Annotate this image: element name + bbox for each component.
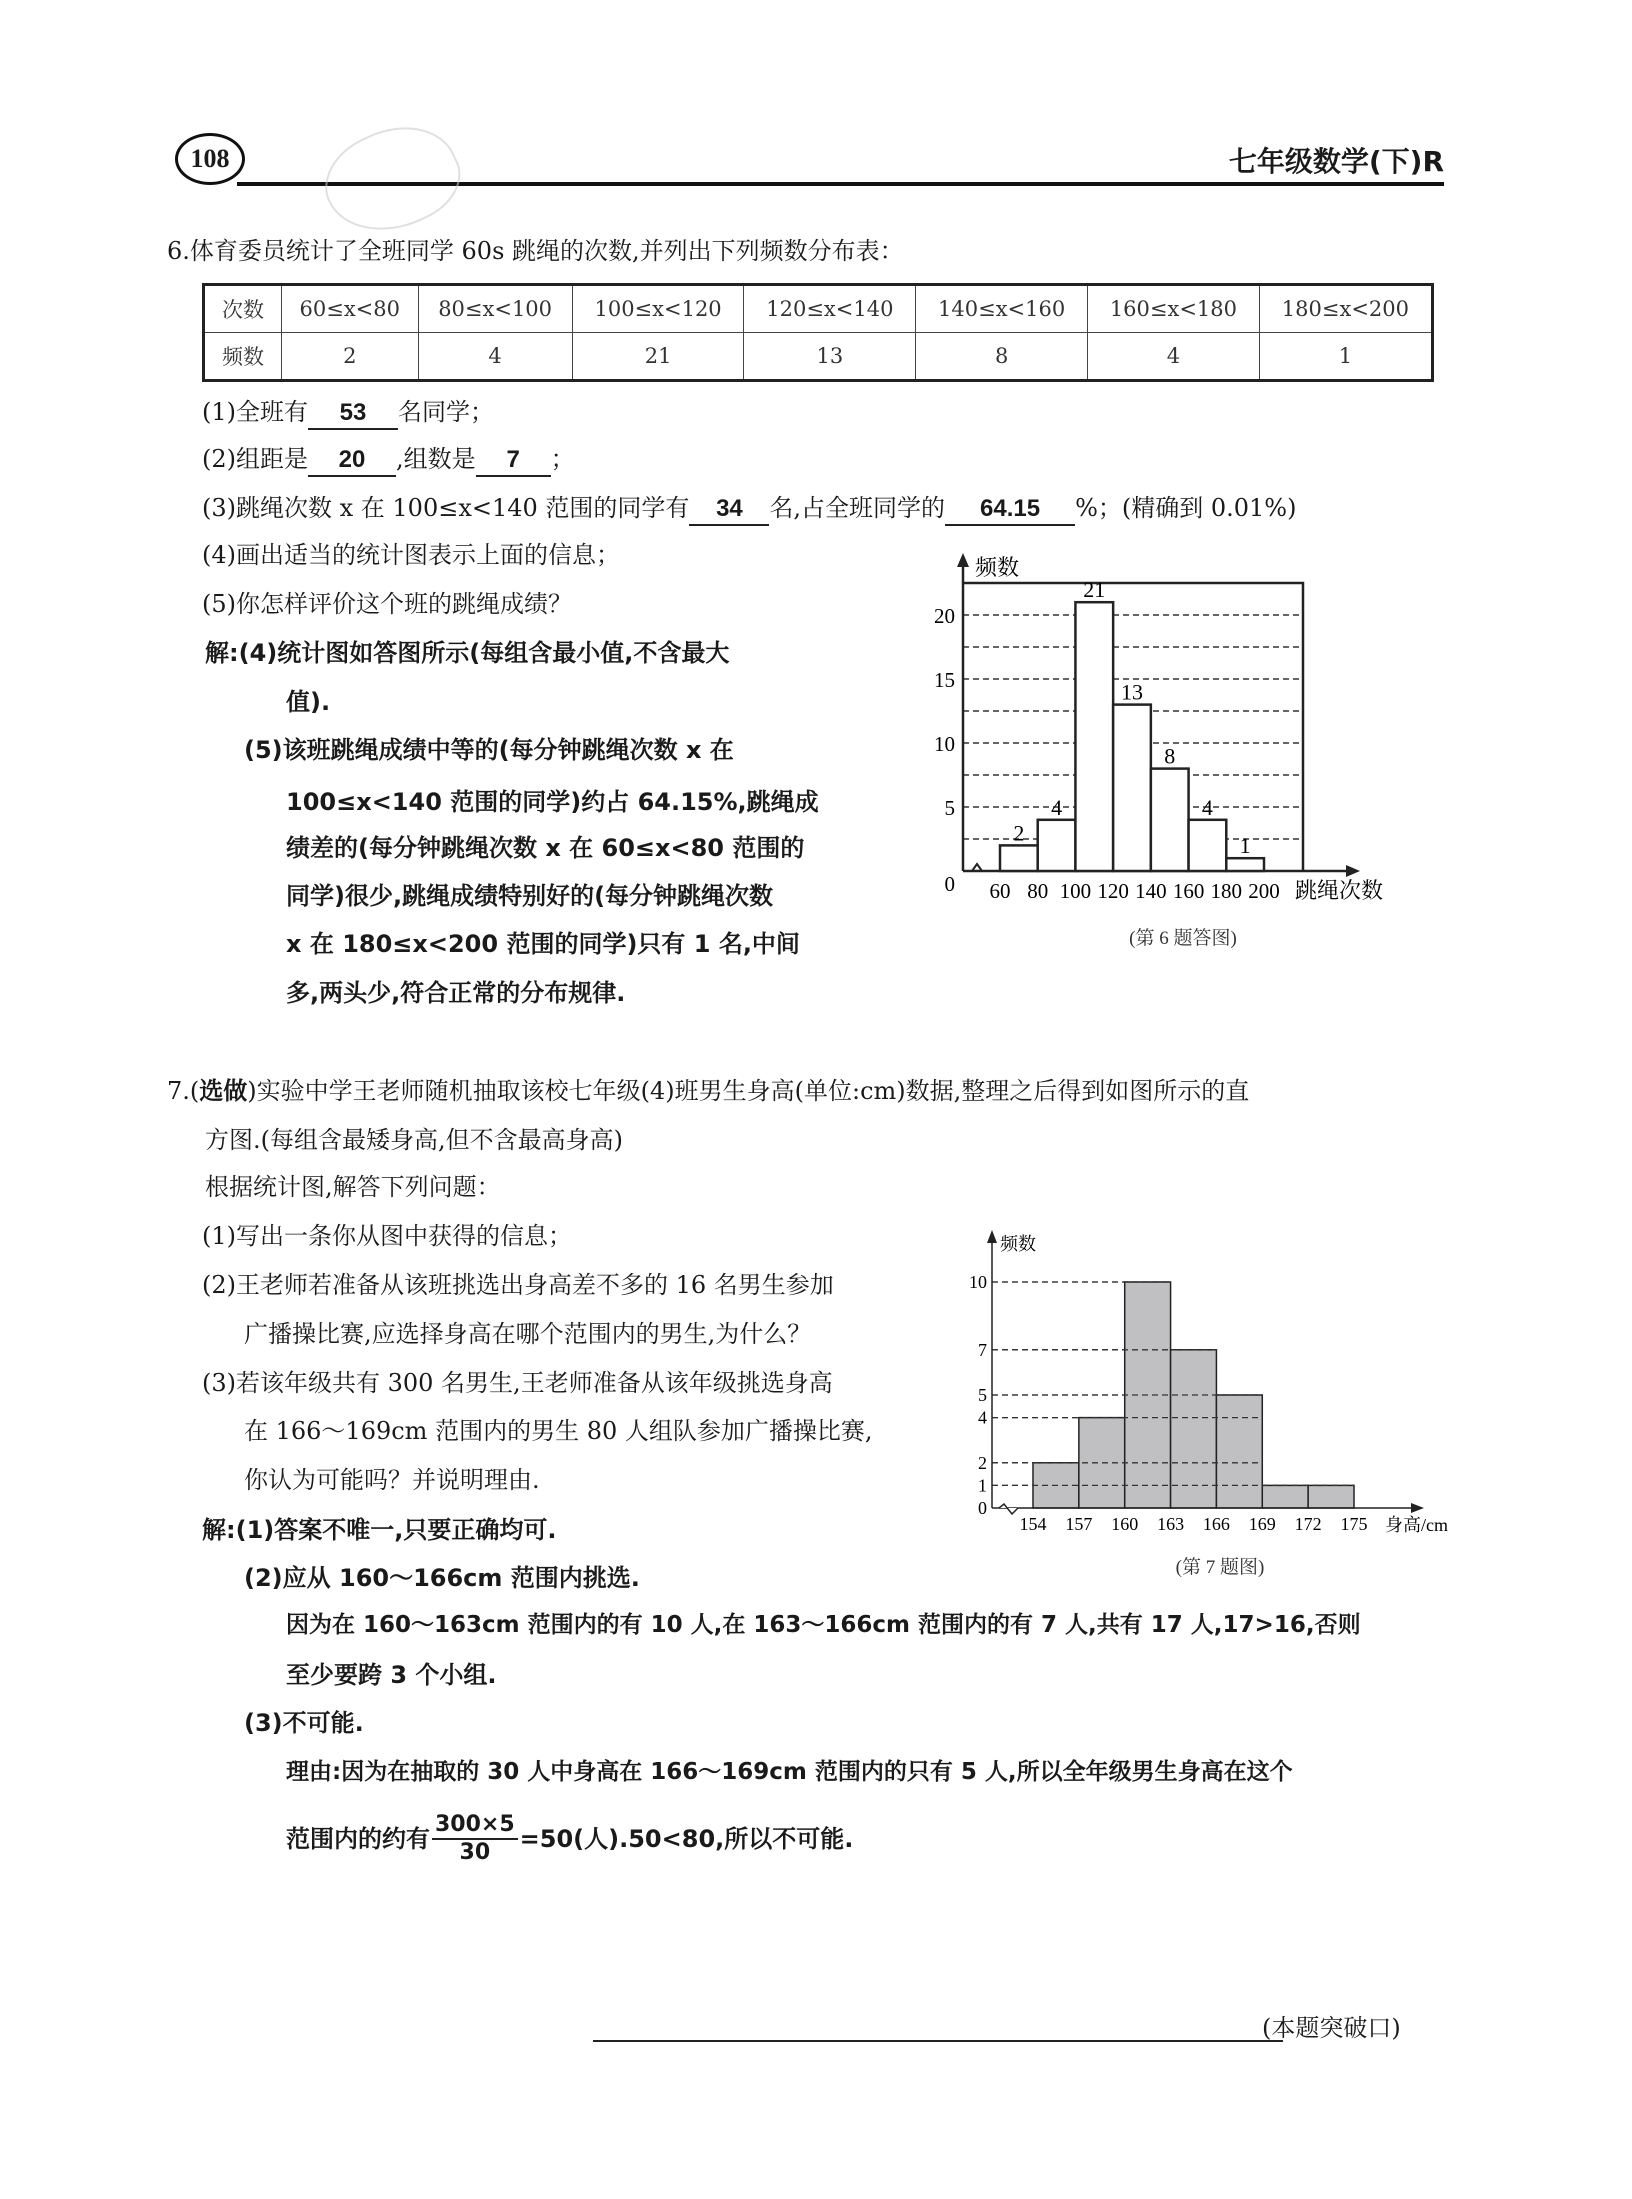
x-tick-label: 172 [1294, 1514, 1322, 1534]
x-tick-label: 169 [1248, 1514, 1276, 1534]
x-tick-label: 160 [1111, 1514, 1139, 1534]
x-tick-label: 120 [1097, 879, 1129, 903]
q6-solution-line: (5)该班跳绳成绩中等的(每分钟跳绳次数 x 在 [244, 736, 734, 764]
x-axis-label: 身高/cm [1385, 1515, 1448, 1535]
q7-stem-line3: 根据统计图,解答下列问题： [205, 1173, 501, 1201]
text: (1)全班有 [202, 398, 308, 426]
table-cell: 180≤x<200 [1259, 285, 1432, 333]
table-cell: 140≤x<160 [916, 285, 1088, 333]
q7-solution-2: (2)应从 160～166cm 范围内挑选. [244, 1564, 640, 1592]
row-header: 次数 [204, 285, 282, 333]
x-axis-arrow-icon [1411, 1503, 1424, 1513]
data-label: 4 [1051, 794, 1063, 820]
y-axis-label: 频数 [1000, 1234, 1036, 1254]
q7-question: (1)写出一条你从图中获得的信息； [202, 1222, 572, 1250]
bar [1038, 820, 1076, 871]
fraction-denominator: 30 [459, 1840, 491, 1865]
table-cell: 80≤x<100 [418, 285, 572, 333]
y-axis-arrow-icon [957, 553, 969, 567]
answer-blank: 20 [308, 445, 396, 477]
bar [1189, 820, 1227, 871]
x-axis-label: 跳绳次数 [1295, 878, 1384, 903]
y-tick-label: 10 [969, 1272, 987, 1292]
q6-solution-line: 解:(4)统计图如答图所示(每组含最小值,不含最大 [205, 639, 730, 667]
table-cell: 2 [282, 333, 419, 381]
text: =50(人).50<80,所以不可能. [519, 1825, 854, 1853]
data-label: 2 [1013, 820, 1025, 846]
bar [1216, 1395, 1262, 1508]
q6-solution-line: 多,两头少,符合正常的分布规律. [286, 979, 626, 1007]
q7-question: 广播操比赛,应选择身高在哪个范围内的男生,为什么？ [244, 1320, 812, 1348]
text: 范围内的约有 [286, 1825, 430, 1853]
table-cell: 120≤x<140 [744, 285, 916, 333]
text: )实验中学王老师随机抽取该校七年级(4)班男生身高(单位:cm)数据,整理之后得到如图所示的直 [247, 1077, 1250, 1105]
table-cell: 160≤x<180 [1088, 285, 1260, 333]
x-axis-arrow-icon [1346, 865, 1360, 877]
fraction [432, 1812, 518, 1866]
q7-stem-line2: 方图.(每组含最矮身高,但不含最高身高) [205, 1126, 623, 1154]
x-tick-label: 166 [1202, 1514, 1230, 1534]
y-tick-label: 15 [934, 668, 955, 692]
text: (3)跳绳次数 x 在 100≤x<140 范围的同学有 [202, 494, 690, 522]
row-header: 频数 [204, 333, 282, 381]
x-tick-label: 100 [1059, 879, 1092, 903]
text: ； [550, 445, 575, 473]
text: (2)组距是 [202, 445, 308, 473]
bar [1151, 769, 1189, 871]
q7-question: 在 166～169cm 范围内的男生 80 人组队参加广播操比赛, [244, 1417, 873, 1445]
q7-solution-1: 解:(1)答案不唯一,只要正确均可. [202, 1516, 557, 1544]
y-tick-label: 0 [978, 1498, 987, 1518]
q6-solution-line: 同学)很少,跳绳成绩特别好的(每分钟跳绳次数 [286, 882, 774, 910]
answer-blank: 64.15 [945, 494, 1075, 526]
bar [1000, 845, 1038, 871]
text: ,组数是 [396, 445, 476, 473]
y-tick-label: 4 [978, 1407, 987, 1428]
footer-rule [593, 2040, 1283, 2042]
bar [1226, 858, 1264, 871]
bar [1171, 1350, 1217, 1508]
table-cell: 21 [572, 333, 744, 381]
footer-label: (本题突破口) [1262, 2014, 1401, 2042]
chart-q7-histogram [0, 1150, 1632, 1600]
bar [1262, 1485, 1308, 1508]
text: 名,占全班同学的 [769, 494, 946, 522]
x-tick-label: 180 [1210, 879, 1243, 903]
x-tick-label: 200 [1248, 879, 1280, 903]
y-tick-label: 5 [944, 796, 955, 820]
y-tick-label: 20 [934, 604, 955, 628]
optional-tag: 选做 [199, 1076, 248, 1105]
data-label: 8 [1164, 743, 1176, 769]
table-cell: 1 [1259, 333, 1432, 381]
text: 名同学； [398, 398, 494, 426]
answer-blank: 34 [689, 494, 769, 526]
answer-blank: 7 [476, 445, 551, 477]
y-tick-label: 1 [978, 1475, 987, 1496]
axis-break-icon [999, 1504, 1018, 1514]
y-tick-label: 7 [978, 1339, 987, 1360]
y-tick-label: 5 [978, 1385, 987, 1405]
x-tick-label: 60 [989, 879, 1011, 903]
table-cell: 4 [418, 333, 572, 381]
q6-solution-line: x 在 180≤x<200 范围的同学)只有 1 名,中间 [286, 930, 800, 958]
y-tick-label: 2 [978, 1452, 987, 1473]
bar [1113, 705, 1151, 871]
book-title: 七年级数学(下)R [1228, 145, 1444, 178]
q7-question: (2)王老师若准备从该班挑选出身高差不多的 16 名男生参加 [202, 1271, 834, 1299]
q7-solution-3: (3)不可能. [244, 1709, 364, 1737]
q6-part4: (4)画出适当的统计图表示上面的信息； [202, 541, 620, 569]
q6-part5: (5)你怎样评价这个班的跳绳成绩？ [202, 590, 572, 618]
q7-solution-2-reason: 因为在 160～163cm 范围内的有 10 人,在 163～166cm 范围内的有 7 人,共有 17 人,17>16,否则 [286, 1612, 1361, 1638]
y-axis-label: 频数 [975, 555, 1020, 580]
y-tick-label: 0 [944, 872, 955, 896]
q7-question: 你认为可能吗？并说明理由. [244, 1466, 540, 1494]
bar [1308, 1485, 1354, 1508]
q6-solution-line: 绩差的(每分钟跳绳次数 x 在 60≤x<80 范围的 [286, 834, 805, 862]
x-tick-label: 80 [1027, 879, 1049, 903]
page-number: 108 [175, 133, 245, 185]
q7-solution-3-reason: 理由:因为在抽取的 30 人中身高在 166～169cm 范围内的只有 5 人,所以全年级男生身高在这个 [286, 1759, 1293, 1785]
fraction-numerator: 300×5 [432, 1812, 518, 1840]
data-label: 1 [1239, 833, 1251, 859]
data-label: 13 [1121, 679, 1143, 705]
q6-stem: 6.体育委员统计了全班同学 60s 跳绳的次数,并列出下列频数分布表： [167, 237, 904, 265]
q7-question: (3)若该年级共有 300 名男生,王老师准备从该年级挑选身高 [202, 1369, 833, 1397]
x-tick-label: 140 [1135, 879, 1167, 903]
x-tick-label: 160 [1172, 879, 1205, 903]
table-cell: 100≤x<120 [572, 285, 744, 333]
y-tick-label: 10 [934, 732, 955, 756]
q7-solution-2-reason: 至少要跨 3 个小组. [286, 1661, 497, 1689]
x-tick-label: 157 [1065, 1514, 1093, 1534]
bar [1075, 602, 1113, 871]
text: 7.( [167, 1077, 200, 1105]
y-axis-arrow-icon [987, 1230, 997, 1243]
q6-solution-line: 值). [286, 688, 331, 716]
chart-q6-histogram [0, 0, 1632, 1000]
q7-stem [167, 1076, 1249, 1106]
table-cell: 8 [916, 333, 1088, 381]
x-tick-label: 154 [1019, 1514, 1047, 1534]
data-label: 4 [1201, 794, 1213, 820]
q7-solution-3-calc [286, 1812, 853, 1866]
chart-caption: (第 7 题图) [1175, 1557, 1265, 1578]
data-label: 21 [1083, 577, 1106, 603]
table-cell: 13 [744, 333, 916, 381]
x-tick-label: 163 [1157, 1514, 1185, 1534]
chart-caption: (第 6 题答图) [1129, 928, 1237, 949]
table-cell: 60≤x<80 [282, 285, 419, 333]
text: %；(精确到 0.01%) [1075, 494, 1297, 522]
x-tick-label: 175 [1340, 1514, 1368, 1534]
answer-blank: 53 [308, 398, 398, 430]
table-cell: 4 [1088, 333, 1260, 381]
q6-solution-line: 100≤x<140 范围的同学)约占 64.15%,跳绳成 [286, 788, 819, 816]
